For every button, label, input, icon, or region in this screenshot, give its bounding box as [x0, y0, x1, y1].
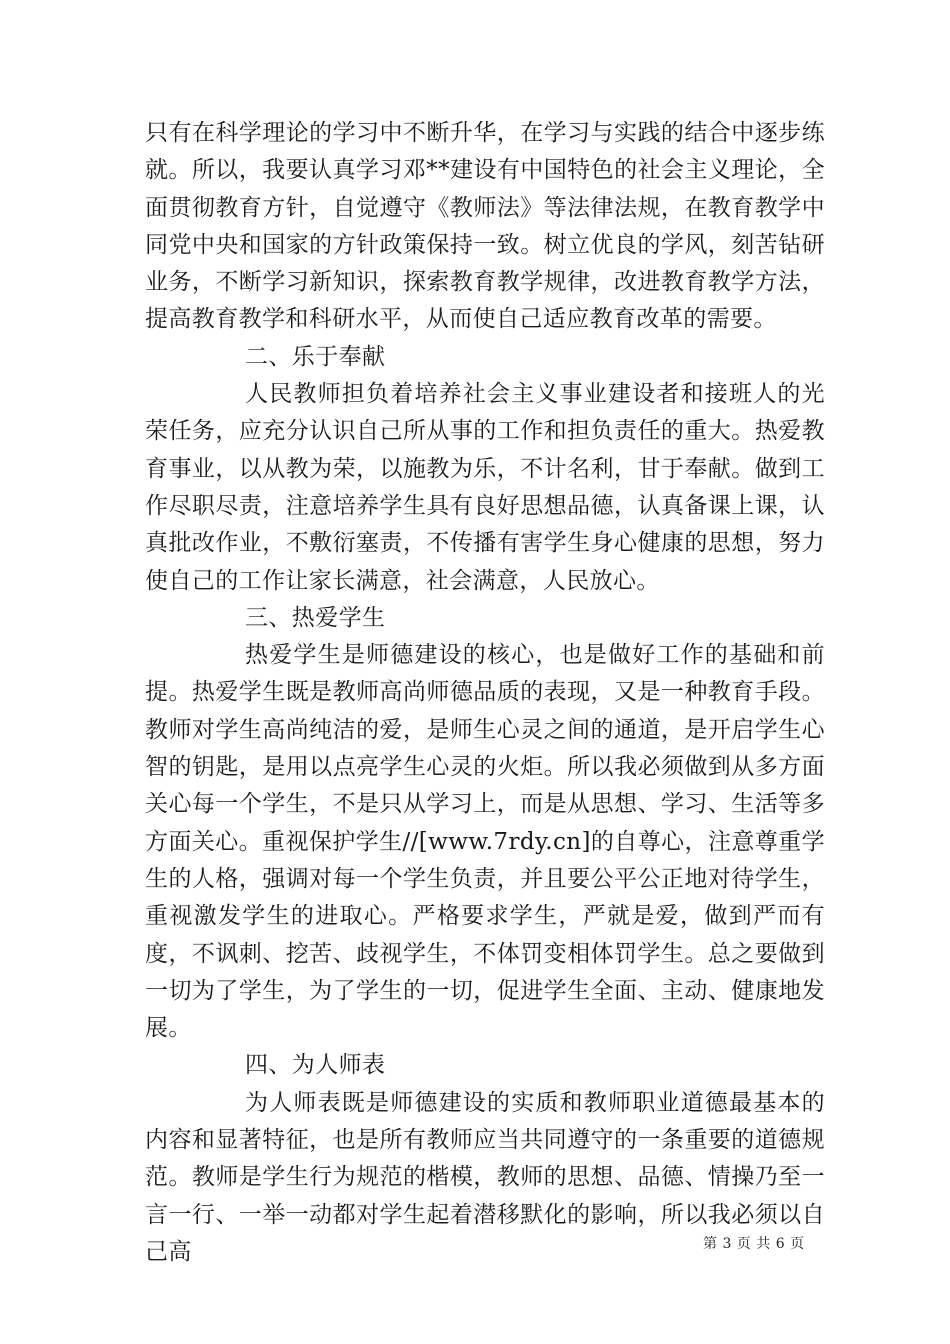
paragraph-role-model: 为人师表既是师德建设的实质和教师职业道德最基本的内容和显著特征，也是所有教师应当共同遵守的一条重要的道德规范。教师是学生行为规范的楷模，教师的思想、品德、情操乃至一言一行、一举一动都对学生起着潜移默化的影响，所以我必须以自己高 [145, 1089, 825, 1265]
paragraph-intro: 只有在科学理论的学习中不断升华，在学习与实践的结合中逐步练就。所以，我要认真学习邓**建设有中国特色的社会主义理论，全面贯彻教育方针，自觉遵守《教师法》等法律法规，在教育教学中同党中央和国家的方针政策保持一致。树立优良的学风，刻苦钻研业务，不断学习新知识，探索教育教学规律，改进教育教学方法，提高教育教学和科研水平，从而使自己适应教育改革的需要。 [145, 120, 825, 333]
paragraph-dedication: 人民教师担负着培养社会主义事业建设者和接班人的光荣任务，应充分认识自己所从事的工作和担负责任的重大。热爱教育事业，以从教为荣，以施教为乐，不计名利，甘于奉献。做到工作尽职尽责，注意培养学生具有良好思想品德，认真备课上课，认真批改作业，不敷衍塞责，不传播有害学生身心健康的思想，努力使自己的工作让家长满意，社会满意，人民放心。 [145, 381, 825, 594]
section-heading-3: 三、热爱学生 [245, 604, 386, 631]
page-number-footer: 第 3 页 共 6 页 [703, 1236, 805, 1252]
section-heading-2: 二、乐于奉献 [245, 343, 386, 370]
paragraph-love-students: 热爱学生是师德建设的核心，也是做好工作的基础和前提。热爱学生既是教师高尚师德品质的表现，又是一种教育手段。教师对学生高尚纯洁的爱，是师生心灵之间的通道，是开启学生心智的钥匙，是用以点亮学生心灵的火炬。所以我必须做到从多方面关心每一个学生，不是只从学习上，而是从思想、学习、生活等多方面关心。重视保护学生//[www.7rdy.cn]的自尊心，注意尊重学生的人格，强调对每一个学生负责，并且要公平公正地对待学生，重视激发学生的进取心。严格要求学生，严就是爱，做到严而有度，不讽刺、挖苦、歧视学生，不体罚变相体罚学生。总之要做到一切为了学生，为了学生的一切，促进学生全面、主动、健康地发展。 [145, 642, 825, 1042]
section-heading-4: 四、为人师表 [245, 1052, 386, 1079]
document-body [145, 115, 825, 1271]
